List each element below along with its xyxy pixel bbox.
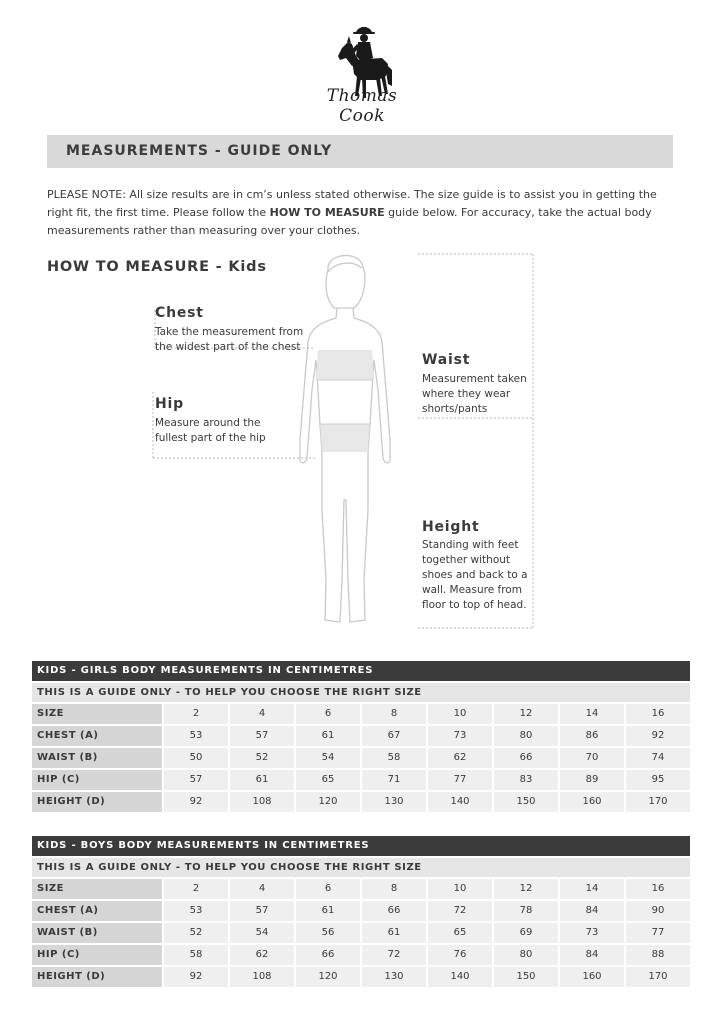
table-cell: 72 <box>362 945 426 965</box>
girls-measurements-table <box>32 661 690 812</box>
table-cell: 53 <box>164 901 228 921</box>
table-cell: 12 <box>494 879 558 899</box>
table-cell: 160 <box>560 967 624 987</box>
hip-description-line: Measure around the <box>155 417 261 429</box>
table-cell: 2 <box>164 879 228 899</box>
table-cell: 61 <box>362 923 426 943</box>
table-row <box>32 792 690 812</box>
height-description-line: together without <box>422 554 511 566</box>
section-banner <box>47 135 673 168</box>
table-cell: 76 <box>428 945 492 965</box>
table-cell: 120 <box>296 967 360 987</box>
table-cell: 58 <box>164 945 228 965</box>
table-cell: 120 <box>296 792 360 812</box>
table-cell: 58 <box>362 748 426 768</box>
table-cell: 92 <box>164 967 228 987</box>
hip-heading: Hip <box>155 396 184 412</box>
table-cell: 92 <box>626 726 690 746</box>
waist-description-line: where they wear <box>422 388 511 400</box>
table-cell: 6 <box>296 704 360 724</box>
table-cell: 108 <box>230 967 294 987</box>
table-cell: 140 <box>428 967 492 987</box>
table-row <box>32 967 690 987</box>
table-cell: 57 <box>164 770 228 790</box>
how-to-measure-title: HOW TO MEASURE - Kids <box>47 259 267 275</box>
height-description-line: wall. Measure from <box>422 584 522 596</box>
table-cell: 66 <box>362 901 426 921</box>
height-heading: Height <box>422 519 480 535</box>
table-cell: 12 <box>494 704 558 724</box>
table-cell: 70 <box>560 748 624 768</box>
table-row <box>32 901 690 921</box>
table-cell: 57 <box>230 726 294 746</box>
table-row <box>32 704 690 724</box>
table-subtitle: THIS IS A GUIDE ONLY - TO HELP YOU CHOOSE THE RIGHT SIZE <box>32 683 690 702</box>
table-cell: 61 <box>296 726 360 746</box>
table-cell: 57 <box>230 901 294 921</box>
table-cell: 160 <box>560 792 624 812</box>
table-cell: 16 <box>626 879 690 899</box>
waist-description <box>422 372 527 417</box>
table-cell: 84 <box>560 945 624 965</box>
table-cell: 16 <box>626 704 690 724</box>
table-cell: 71 <box>362 770 426 790</box>
row-label: HIP (C) <box>32 945 162 965</box>
height-description-line: floor to top of head. <box>422 599 527 611</box>
table-cell: 80 <box>494 945 558 965</box>
table-cell: 92 <box>164 792 228 812</box>
table-body <box>32 879 690 987</box>
table-cell: 78 <box>494 901 558 921</box>
table-cell: 170 <box>626 967 690 987</box>
table-cell: 150 <box>494 967 558 987</box>
table-cell: 52 <box>230 748 294 768</box>
table-cell: 52 <box>164 923 228 943</box>
table-cell: 54 <box>296 748 360 768</box>
height-description <box>422 538 528 613</box>
chest-description <box>155 325 303 355</box>
table-cell: 56 <box>296 923 360 943</box>
chest-description-line: the widest part of the chest <box>155 341 301 353</box>
table-cell: 61 <box>230 770 294 790</box>
table-cell: 77 <box>626 923 690 943</box>
table-cell: 80 <box>494 726 558 746</box>
table-cell: 69 <box>494 923 558 943</box>
row-label: WAIST (B) <box>32 923 162 943</box>
table-cell: 65 <box>296 770 360 790</box>
table-cell: 50 <box>164 748 228 768</box>
table-cell: 6 <box>296 879 360 899</box>
row-label: WAIST (B) <box>32 748 162 768</box>
table-cell: 14 <box>560 879 624 899</box>
table-cell: 62 <box>428 748 492 768</box>
table-cell: 61 <box>296 901 360 921</box>
table-row <box>32 923 690 943</box>
row-label: CHEST (A) <box>32 726 162 746</box>
table-cell: 14 <box>560 704 624 724</box>
row-label: SIZE <box>32 704 162 724</box>
table-row <box>32 748 690 768</box>
table-title: KIDS - BOYS BODY MEASUREMENTS IN CENTIMETRES <box>32 836 690 856</box>
table-cell: 90 <box>626 901 690 921</box>
table-cell: 62 <box>230 945 294 965</box>
row-label: SIZE <box>32 879 162 899</box>
table-cell: 8 <box>362 879 426 899</box>
table-cell: 150 <box>494 792 558 812</box>
table-cell: 54 <box>230 923 294 943</box>
table-row <box>32 879 690 899</box>
table-cell: 65 <box>428 923 492 943</box>
note-text-end: guide below. For accuracy, take the actual body measurements rather than measuring over your clothes. <box>47 206 652 237</box>
row-label: HEIGHT (D) <box>32 967 162 987</box>
table-cell: 4 <box>230 879 294 899</box>
row-label: CHEST (A) <box>32 901 162 921</box>
hip-description-line: fullest part of the hip <box>155 432 266 444</box>
table-subtitle: THIS IS A GUIDE ONLY - TO HELP YOU CHOOSE THE RIGHT SIZE <box>32 858 690 877</box>
table-cell: 10 <box>428 704 492 724</box>
table-cell: 95 <box>626 770 690 790</box>
table-cell: 73 <box>428 726 492 746</box>
table-cell: 130 <box>362 792 426 812</box>
table-cell: 108 <box>230 792 294 812</box>
please-note-paragraph <box>47 186 677 240</box>
table-cell: 88 <box>626 945 690 965</box>
table-cell: 2 <box>164 704 228 724</box>
table-cell: 130 <box>362 967 426 987</box>
table-cell: 67 <box>362 726 426 746</box>
waist-heading: Waist <box>422 352 471 368</box>
table-cell: 83 <box>494 770 558 790</box>
note-text-start: PLEASE NOTE: All size results are in cm’s unless stated otherwise. The size guide is to assist you in getting the right fit, the first time. Please follow the <box>47 188 657 219</box>
table-cell: 66 <box>296 945 360 965</box>
chest-heading: Chest <box>155 305 204 321</box>
row-label: HIP (C) <box>32 770 162 790</box>
height-description-line: shoes and back to a <box>422 569 528 581</box>
table-cell: 8 <box>362 704 426 724</box>
table-body <box>32 704 690 812</box>
note-bold-text: HOW TO MEASURE <box>269 206 385 219</box>
table-cell: 84 <box>560 901 624 921</box>
table-cell: 86 <box>560 726 624 746</box>
table-row <box>32 945 690 965</box>
table-cell: 73 <box>560 923 624 943</box>
height-description-line: Standing with feet <box>422 539 519 551</box>
table-row <box>32 726 690 746</box>
table-cell: 72 <box>428 901 492 921</box>
table-title: KIDS - GIRLS BODY MEASUREMENTS IN CENTIMETRES <box>32 661 690 681</box>
waist-description-line: Measurement taken <box>422 373 527 385</box>
table-row <box>32 770 690 790</box>
hip-description <box>155 416 266 446</box>
table-cell: 53 <box>164 726 228 746</box>
boys-measurements-table <box>32 836 690 987</box>
row-label: HEIGHT (D) <box>32 792 162 812</box>
table-cell: 10 <box>428 879 492 899</box>
table-cell: 74 <box>626 748 690 768</box>
page-title: MEASUREMENTS - GUIDE ONLY <box>66 143 333 159</box>
table-cell: 66 <box>494 748 558 768</box>
table-cell: 4 <box>230 704 294 724</box>
table-cell: 89 <box>560 770 624 790</box>
table-cell: 170 <box>626 792 690 812</box>
chest-description-line: Take the measurement from <box>155 326 304 338</box>
table-cell: 140 <box>428 792 492 812</box>
table-cell: 77 <box>428 770 492 790</box>
brand-wordmark: Thomas Cook <box>326 86 398 126</box>
waist-description-line: shorts/pants <box>422 403 488 415</box>
